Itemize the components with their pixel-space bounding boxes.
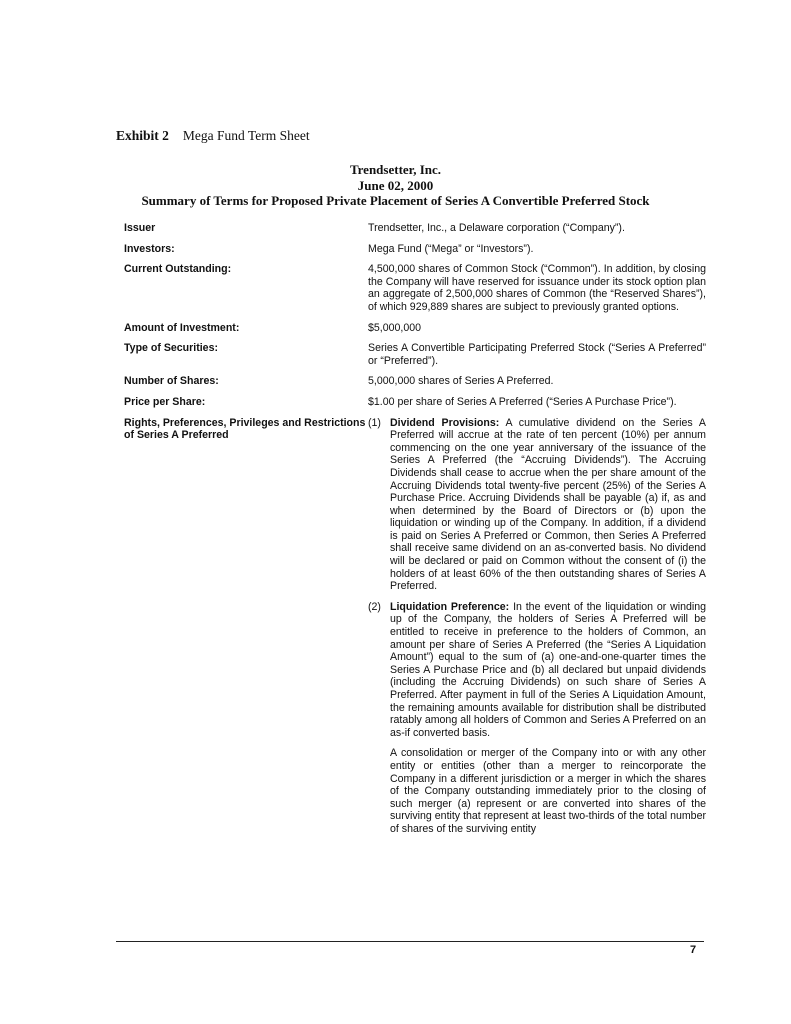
exhibit-number: Exhibit 2 xyxy=(116,128,169,143)
term-value: Series A Convertible Participating Preferred Stock (“Series A Preferred” or “Preferred”). xyxy=(368,342,706,367)
terms-table xyxy=(124,222,706,844)
term-row-price-per-share xyxy=(124,396,706,409)
provision-title: Dividend Provisions: xyxy=(390,416,500,429)
provision-text: In the event of the liquidation or winding up of the Company, the holders of Series A Preferred will be entitled to receive in preference to the holders of Common, an amount per share of Series A Preferred (the “Series A Liquidation Amount”) equal to the sum of (a) one-and-one-quarter times the Series A Purchase Price and (b) all declared but unpaid dividends (including the Accruing Dividends) on such share of Series A Preferred. After payment in full of the Series A Liquidation Amount, the remaining amounts available for distribution shall be distributed ratably among all holders of Common and Series A Preferred on an as-if converted basis. xyxy=(390,600,706,739)
provision-continuation: A consolidation or merger of the Company into or with any other entity or entities (other than a merger to reincorporate the Company in a different jurisdiction or a merger in which the shares of the Company outstanding immediately prior to the closing of such merger (a) represent or are converted into shares of the surviving entity that represent at least two-thirds of the total number of shares of the surviving entity xyxy=(390,747,706,835)
footer-rule xyxy=(116,941,704,942)
term-row-investors xyxy=(124,243,706,256)
rights-provisions xyxy=(368,417,706,836)
term-label: Investors: xyxy=(124,242,175,255)
page-number: 7 xyxy=(690,944,697,956)
term-value: $5,000,000 xyxy=(368,321,422,334)
term-label: Amount of Investment: xyxy=(124,321,240,334)
term-value: $1.00 per share of Series A Preferred (“Series A Purchase Price”). xyxy=(368,395,677,408)
term-row-issuer xyxy=(124,222,706,235)
term-value: 5,000,000 shares of Series A Preferred. xyxy=(368,375,554,388)
term-row-amount-of-investment xyxy=(124,322,706,335)
term-value: 4,500,000 shares of Common Stock (“Common”). In addition, by closing the Company will have reserved for issuance under its stock option plan an aggregate of 2,500,000 shares of Common (the “Reserved Shares”), of which 929,889 shares are subject to previously granted options. xyxy=(368,263,706,313)
term-row-type-of-securities xyxy=(124,342,706,367)
term-label: Issuer xyxy=(124,222,156,234)
term-row-rights xyxy=(124,417,706,836)
term-row-current-outstanding xyxy=(124,263,706,313)
exhibit-title: Mega Fund Term Sheet xyxy=(182,128,310,143)
summary-title: Summary of Terms for Proposed Private Placement of Series A Convertible Preferred Stock xyxy=(141,193,650,208)
provision-number: (1) xyxy=(368,416,381,429)
term-sheet-header xyxy=(0,162,791,209)
provision-title: Liquidation Preference: xyxy=(390,600,510,613)
term-label: Price per Share: xyxy=(124,395,206,408)
term-row-number-of-shares xyxy=(124,375,706,388)
company-name: Trendsetter, Inc. xyxy=(349,162,442,177)
term-label: Current Outstanding: xyxy=(124,263,232,276)
provision-dividend xyxy=(368,417,706,593)
exhibit-heading xyxy=(116,128,310,144)
term-value: Trendsetter, Inc., a Delaware corporation (“Company”). xyxy=(368,222,625,234)
provision-liquidation xyxy=(368,601,706,740)
term-value: Mega Fund (“Mega” or “Investors”). xyxy=(368,242,534,255)
provision-text: A cumulative dividend on the Series A Preferred will accrue at the rate of ten percent (10%) per annum commencing on the one year anniversary of the issuance of the Series A Preferred (the “Accruing Dividends”). The Accruing Dividends shall cease to accrue when the per share amount of the Accruing Dividends total twenty-five percent (25%) of the Series A Purchase Price. Accruing Dividends shall be payable (a) if, as and when determined by the Board of Directors or (b) upon the liquidation or winding up of the Company. In addition, if a dividend is paid on Series A Preferred or Common, then Series A Preferred shall receive same dividend on an as-converted basis. No dividend will be declared or paid on Common without the consent of (i) the holders of at least 60% of the then outstanding shares of Series A Preferred. xyxy=(390,416,706,593)
term-label: Type of Securities: xyxy=(124,342,218,355)
term-label: Number of Shares: xyxy=(124,375,219,388)
term-sheet-date: June 02, 2000 xyxy=(357,177,434,193)
term-label: Rights, Preferences, Privileges and Restrictions of Series A Preferred xyxy=(124,416,366,442)
provision-number: (2) xyxy=(368,600,381,613)
